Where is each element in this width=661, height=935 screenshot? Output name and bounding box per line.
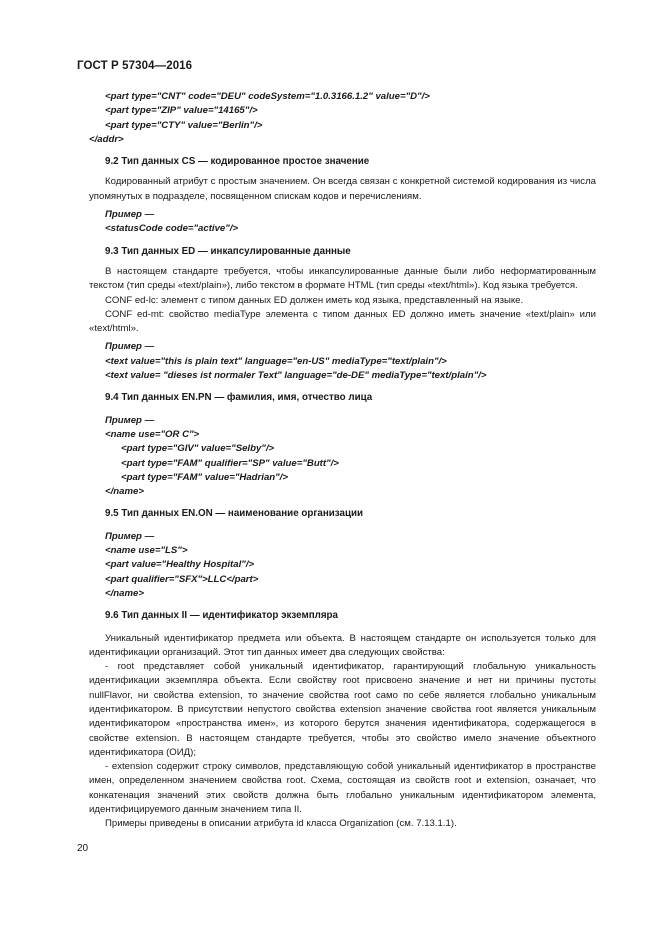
paragraph: В настоящем стандарте требуется, чтобы инкапсулированные данные были либо неформатированным текстом (тип среды «text/plain»), либо текстом в формате HTML (тип среды «text/html»). Код языка требуется. [89, 265, 596, 292]
code-line: <statusCode code="active"/> [105, 223, 239, 235]
paragraph: - extension содержит строку символов, представляющую собой уникальный идентификатор в пространстве имен, определенном значением свойства root. Схема, состоящая из свойств root и extension, означает, что конкатенация значений этих свойств должна быть глобально уникальным идентификатором элемента, идентифицируемого данным значением типа II. [89, 761, 596, 816]
section-title-9-4: 9.4 Тип данных EN.PN — фамилия, имя, отчество лица [105, 392, 373, 404]
section-title-9-5: 9.5 Тип данных EN.ON — наименование организации [105, 508, 364, 520]
code-line: </name> [105, 587, 144, 599]
code-line: <name use="LS"> [105, 545, 188, 557]
code-line: <part type="CNT" code="DEU" codeSystem="1.0.3166.1.2" value="D"/> [105, 91, 430, 102]
example-label: Пример — [105, 341, 155, 353]
paragraph: CONF ed-lc: элемент с типом данных ED должен иметь код языка, представленный на языке. [105, 294, 524, 306]
code-line: <part type="ZIP" value="14165"/> [105, 105, 258, 117]
example-label: Пример — [105, 530, 155, 542]
example-label: Пример — [105, 209, 155, 221]
code-line: <part type="GIV" value="Selby"/> [121, 443, 275, 455]
section-title-9-6: 9.6 Тип данных II — идентификатор экземпляра [105, 610, 338, 622]
code-line: <part type="CTY" value="Berlin"/> [105, 119, 263, 131]
example-label: Пример — [105, 414, 155, 426]
page-content [89, 90, 596, 832]
section-title-9-2: 9.2 Тип данных CS — кодированное простое значение [105, 156, 370, 168]
code-line: <text value="this is plain text" language="en-US" mediaType="text/plain"/> [105, 355, 447, 367]
code-line: <part qualifier="SFX">LLC</part> [105, 573, 259, 585]
code-line: <part value="Healthy Hospital"/> [105, 559, 255, 571]
code-line: <part type="FAM" value="Hadrian"/> [121, 471, 288, 483]
code-line: </addr> [89, 133, 124, 145]
code-line: <name use="OR C"> [105, 428, 200, 440]
paragraph: Кодированный атрибут с простым значением. Он всегда связан с конкретной системой кодирования из числа упомянутых в подразделе, посвященном спискам кодов и перечислениям. [89, 176, 596, 202]
page-number: 20 [77, 843, 89, 854]
code-line: <part type="FAM" qualifier="SP" value="Butt"/> [121, 457, 339, 469]
paragraph: - root представляет собой уникальный идентификатор, гарантирующий глобальную уникальность идентификации экземпляра объекта. Если свойству root присвоено значение и нет ни причины пустоты nullFlavor, ни свойства extension, то значение свойства root само по себе является глобально уникальным идентификатором. В присутствии непустого свойства extension значение свойства root является уникальным идентификатором «пространства имен», из которого берутся значения идентификатора, содержащегося в свойстве extension. В настоящем стандарте требуется, чтобы это свойство имело значение объектного идентификатора (ОИД); [89, 661, 596, 758]
code-line: </name> [105, 486, 144, 498]
code-line: <text value= "dieses ist normaler Text" language="de-DE" mediaType="text/plain"/> [105, 370, 487, 382]
paragraph: Примеры приведены в описании атрибута id класса Organization (см. 7.13.1.1). [105, 818, 457, 830]
paragraph: CONF ed-mt: свойство mediaType элемента с типом данных ED должно иметь значение «text/plain» или «text/html». [89, 308, 596, 335]
paragraph: Уникальный идентификатор предмета или объекта. В настоящем стандарте он используется только для идентификации организаций. Этот тип данных имеет два следующих свойства: [89, 632, 596, 658]
section-title-9-3: 9.3 Тип данных ED — инкапсулированные данные [105, 245, 351, 257]
document-header: ГОСТ Р 57304—2016 [77, 60, 193, 72]
